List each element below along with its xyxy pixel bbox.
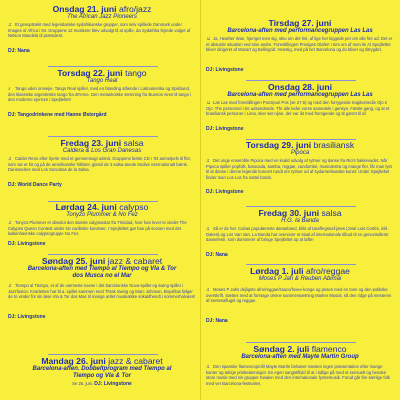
event-date: Lørdag 1. juli: [250, 266, 304, 276]
music-note-icon: ♫: [8, 220, 12, 226]
event-date: Lørdag 24. juni: [55, 202, 117, 212]
event-30-juni: [206, 208, 394, 262]
event-subtitle: The African Jazz Pioneers: [67, 14, 137, 20]
event-dj: DJ: Livingstone: [94, 381, 132, 387]
theatre-mask-icon: ☺: [206, 100, 212, 106]
music-note-icon: ♫: [8, 156, 12, 162]
dancer-icon: ♪: [8, 86, 11, 92]
event-description: Las Las med forestillingen Ponzipuri Pos (se 27.6) og med den forrygende tragikomedie Ojo é Ojo. The personnel i tre udsendende. Thr alle leder vores samedele i gensyn. Første gang, og at et brasiliansk personer i Lima, sker sør njine, der var ikt med fremgende og tit gæret til af.: [206, 100, 390, 117]
event-25-juni: [8, 256, 196, 348]
event-genre: brasiliansk: [313, 140, 355, 150]
music-note-icon: ♫: [206, 158, 210, 164]
music-note-icon: ♫: [206, 364, 210, 370]
event-genre: jazz & cabaret: [107, 256, 163, 266]
event-subtitle: Moses P Jah & Reuben Abimai: [258, 276, 342, 282]
event-date: Onsdag 21. juni: [52, 4, 117, 14]
event-dj: DJ: Nana: [206, 252, 228, 258]
event-description: Tango uden omvejie. Tango Real spiller, med en blanding stående i Latinamerika og Spisbund, den klassiske argentinske tango fra 40'erne. Den melankolske stemning fra Buenos Aires til tango i den moderne ejerrum i Spejlteltet!: [8, 86, 192, 103]
event-subtitle: Barcelona-aften med performancegruppen Las Las: [227, 28, 373, 34]
music-note-icon: ♫: [8, 22, 12, 28]
event-subtitle: Barcelona-aften med Mayte Martin Group: [241, 354, 359, 360]
music-note-icon: ♫: [206, 226, 210, 232]
divider: [246, 80, 356, 81]
event-subtitle: Caldera & Los Gran Danesas: [62, 148, 142, 154]
event-description: Det unge ensemble Pipoca med en knald udvalg af rytmer og danse fra Rio's hakkevadet. Når Pipoca spiller popfolk, batucada, samba, reggae, candombé, musicæstra og mange fler, får man lyst til at danse i denne legende koncert rundt om rytmer ud af sydamerikanske kunst. Under Spejlteltet finder man Los Los fra nattel bordo.: [206, 158, 392, 180]
event-genre: calypso: [119, 202, 149, 212]
divider: [48, 354, 158, 355]
event-date: Fredag 30. juni: [258, 208, 320, 218]
page-fold: [200, 0, 201, 400]
event-dj: DJ: Livingstone: [8, 314, 46, 320]
event-22-juni: [8, 68, 196, 136]
music-note-icon: ♫: [8, 283, 12, 289]
event-date: Torsdag 22. juni: [57, 68, 123, 78]
event-28-juni: [206, 82, 394, 140]
theatre-mask-icon: ☺: [206, 36, 212, 42]
event-subtitle: Tango Real: [86, 78, 118, 84]
event-date: Søndag 2. juli: [253, 344, 310, 354]
event-description: Se 25. juni.: [72, 381, 94, 386]
event-subtitle: H.G. la Banda: [281, 218, 319, 224]
event-subtitle: Barcelona-aften med Tiempo al Tiempo og Vla & Tor dos Musca no el Mar: [27, 266, 177, 279]
event-description: Tonyzo Plummer er absolut den største calypsostar fra Trinidad, hvor han lever to vinder The Calypso Queen Contest under sin caribiske kunstner. I Spejlteltet gør han på scenen med det københavnske calypsogruppe No Fez.: [8, 220, 187, 237]
event-date: Fredag 23. juni: [60, 138, 122, 148]
event-date: Tirsdag 27. juni: [268, 18, 332, 28]
event-21-juni: [8, 4, 196, 64]
event-subtitle: Barcelona-aften. Dobbeltprogram med Tiempo al Tiempo og Vla & Tor: [32, 366, 172, 379]
event-subtitle: Tonyzo Plummer & No Fez: [66, 212, 138, 218]
event-subtitle: Pipoca: [290, 150, 310, 156]
event-genre: salsa: [321, 208, 342, 218]
event-dj: DJ: Livingstone: [206, 189, 244, 195]
event-description: Så er de her. Cubas populæreste danseband, blikt af taxeflegsnaf-jævs (José Luis Cortés, inkl. Dakerà og Los Van Van. La Banda har ovenover et siaal af internationale tilbud til en genovindlemt dansefest!, som dominerer af bringe Spejlteltet op at løfte!: [206, 226, 389, 243]
event-subtitle: Barcelona-aften med performancegruppen Las Las: [227, 92, 373, 98]
event-description: Den spanske flamencoprofil Mayte Martín behøver næsten ingen præsentation efter mange kanter og talrige prisbelønninger. En egen sangstilfyld til at i tidlige på med et sensuelt og hendes store musik med sin grupper Kwalen med den internationale fyrstemusik. Forud går fire særlige folk med ver Barcelona-festivalen.: [206, 364, 390, 386]
divider: [246, 342, 356, 343]
divider: [48, 136, 158, 137]
event-genre: afro/reggae: [305, 266, 350, 276]
event-description: Ja, Heather Wan, hjerrget men sig, sleu om det hel, af lige her kiggede per om alle fire ud. Det er et absurde situation ved sine andre. Forestillingen Prosiges Olafer! i tom om af men Ile Al Spejlteltet bliver dirigeret af Mozart og Bellingrid. Henstig, med på her Barcelona og du bliver og tiltrygdet.: [206, 36, 393, 53]
divider: [48, 66, 158, 67]
event-description: Tiempo al Tiempo, et af de varmeste navne i det barcelonske Nova-spillet og swing spillet i Jazzfusion. Kvartetten har bl.a. spillet sammen med Thrak Swing og Marc Johnson. Boyaflow følger de to vinder for sin løse Vla & Tor dos Mas til mange ætlet musikalske sokaldhendt i sommerhalvøen!: [8, 283, 196, 300]
event-genre: afro/jazz: [118, 4, 152, 14]
event-date: Søndag 25. juni: [41, 256, 106, 266]
event-date: Torsdag 29. juni: [245, 140, 312, 150]
event-dj: DJ: Nana: [206, 318, 228, 324]
event-dj: DJ: Nana: [8, 48, 30, 54]
divider: [48, 254, 158, 255]
event-dj: DJ: Livingstone: [8, 241, 46, 247]
event-27-juni: [206, 18, 394, 80]
event-dj: DJ: World Dance Party: [8, 182, 62, 188]
event-description: Et genoptrækt med legendariske sydafrikanske grupper, som selv spillede Danmark under Images of Africa i 93. Gruppens 12 musikere blev udvalgt til at spille, da Sydafrika fejrede valget af Nelson Mandela til præsident.: [8, 22, 191, 39]
event-genre: tango: [125, 68, 147, 78]
event-date: Onsdag 28. juni: [268, 82, 332, 92]
event-24-juni: [8, 202, 196, 254]
event-dj: DJ: Tangodrinkene med Hanne Østergård: [8, 112, 107, 118]
event-genre: flamenco: [311, 344, 347, 354]
event-description: Caldo! Reno efter hjerte med et gennemsogt udsnit. Gruppens første CD i '03 anmelpels til flot, som var et hit og på de amerikanske hitlister, glamil de 3 salsa-anede tredive internationalt bænk. Danesedres med Los Senoritas de la Salsa.: [8, 156, 191, 173]
event-23-juni: [8, 138, 196, 202]
event-dj: DJ: Livingstone: [206, 67, 244, 73]
event-date: Mandag 26. juni: [41, 356, 106, 366]
event-29-juni: [206, 140, 394, 206]
event-genre: jazz & cabaret: [108, 356, 163, 366]
event-description: Moses P Jahs dejligste afro/reggae/ssaco/fovee-konge og prisen med en tone og den politiske overskrift. Sættes med at foretage denne sammensætning Marker Musial, så den ridge på mesteren af sentesaflugel og reggae.: [206, 287, 392, 304]
divider: [246, 264, 356, 265]
event-genre: salsa: [123, 138, 144, 148]
divider: [246, 206, 356, 207]
event-1-juli: [206, 266, 394, 338]
music-note-icon: ♫: [206, 287, 210, 293]
event-dj: DJ: Livingstone: [206, 126, 244, 132]
event-26-juni: [8, 356, 196, 400]
event-2-juli: [206, 344, 394, 400]
